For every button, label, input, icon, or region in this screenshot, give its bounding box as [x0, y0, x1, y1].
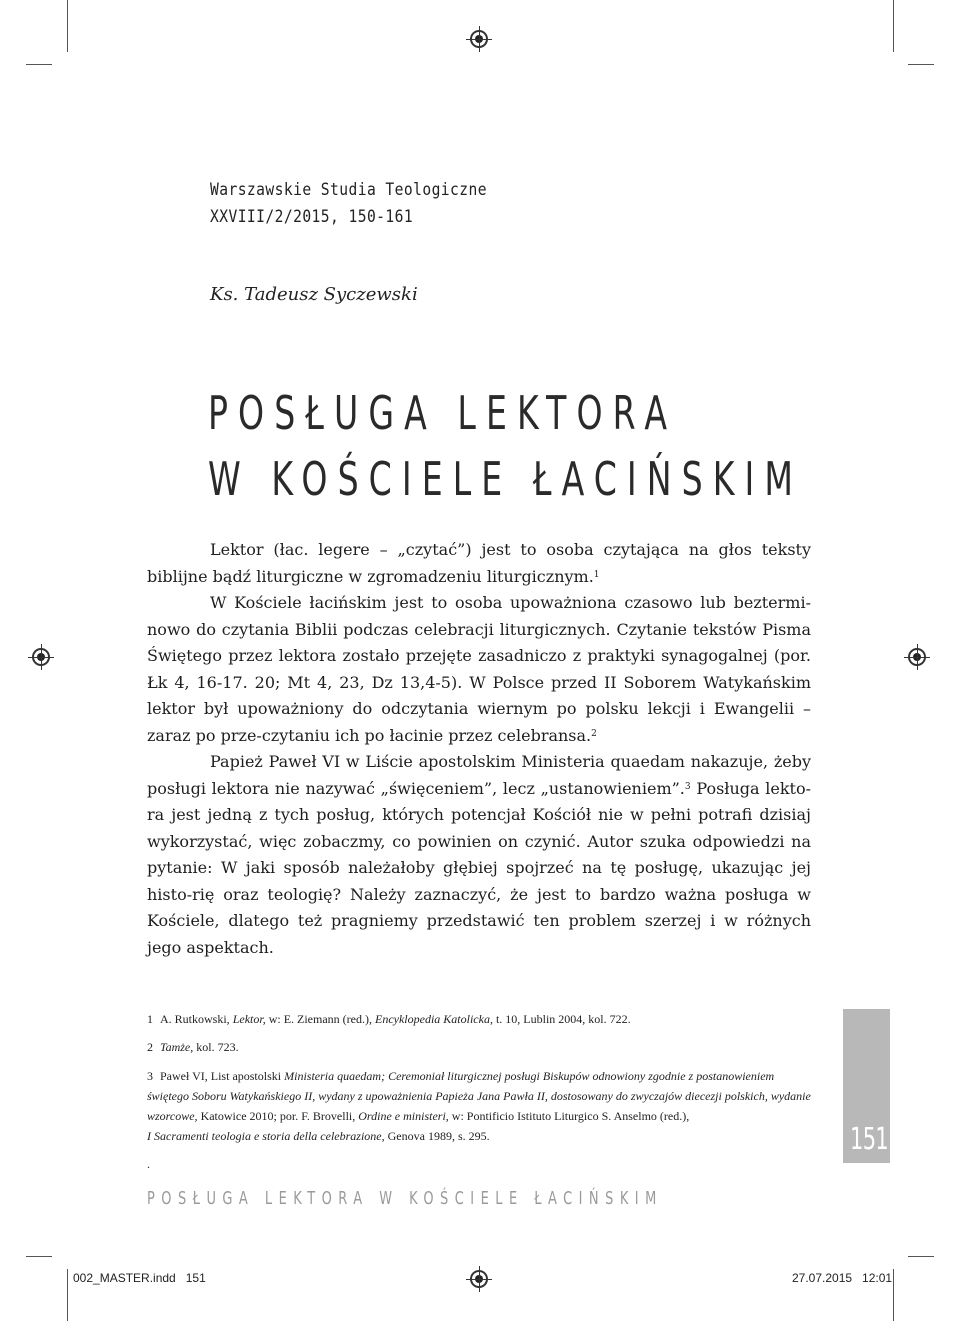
footnote-1: 1 A. Rutkowski, Lektor, w: E. Ziemann (red.), Encyklopedia Katolicka, t. 10, Lublin 2004, kol. 722. — [147, 1012, 631, 1026]
slug-datetime: 27.07.2015 12:01 — [792, 1271, 893, 1285]
footnote-trailing-dot: . — [147, 1157, 150, 1171]
footnote-ref: 3 — [684, 781, 691, 792]
crop-mark — [67, 0, 68, 52]
crop-mark — [893, 0, 894, 52]
crop-mark — [908, 64, 934, 65]
journal-name: Warszawskie Studia Teologiczne — [210, 180, 487, 200]
footnote-2: 2 Tamże, kol. 723. — [147, 1040, 239, 1054]
article-title-line-1: POSŁUGA LEKTORA — [208, 386, 678, 440]
crop-mark — [893, 1269, 894, 1321]
crop-mark — [67, 1269, 68, 1321]
registration-mark-icon — [470, 30, 488, 48]
journal-header — [210, 177, 487, 231]
article-author: Ks. Tadeusz Syczewski — [210, 284, 418, 305]
article-title-line-2: W KOŚCIELE ŁACIŃSKIM — [208, 452, 804, 506]
footnote-3: 3 Paweł VI, List apostolski Ministeria quaedam; Ceremoniał liturgicznej posługi Biskupów odnowiony zgodnie z postanowieniem świętego Soboru Watykańskiego II, wydany z upoważnienia Papieża Jana Pawła II, dostosowany do zwyczajów diecezji polskich, wydanie wzorcowe, Katowice 2010; por. F. Brovelli, Ordine e ministeri, w: Pontificio Istituto Liturgico S. Anselmo (red.), I Sacramenti teologia e storia della celebrazione, Genova 1989, s. 295. — [147, 1069, 811, 1143]
article-body — [147, 537, 811, 961]
crop-mark — [26, 64, 52, 65]
paragraph: Papież Paweł VI w Liście apostolskim Ministeria quaedam nakazuje, żeby posługi lektora nie nazywać „święceniem”, lecz „ustanowieniem”.$^3$ Posługa lekto-ra jest jedną z tych posług, których potencjał Kościół nie w pełni potrafi dzisiaj wykorzystać, więc zobaczmy, co powinien on czynić. Autor szuka odpowiedzi na pytanie: W jaki sposób należałoby głębiej spojrzeć na tę posługę, ukazując jej histo-rię oraz teologię? Należy zaznaczyć, że jest to bardzo ważna posługa w Kościele, dlatego też pragniemy przedstawić ten problem szerzej i w różnych jego aspektach. — [147, 752, 812, 957]
footnote-ref: 1 — [593, 569, 600, 580]
paragraph: W Kościele łacińskim jest to osoba upoważniona czasowo lub beztermi-nowo do czytania Biblii podczas celebracji liturgicznych. Czytanie tekstów Pisma Świętego przez lektora zostało przejęte zasadniczo z praktyki synagogalnej (por. Łk 4, 16-17. 20; Mt 4, 23, Dz 13,4-5). W Polsce przed II Soborem Watykańskim lektor był upoważniony do odczytania wiernym po polsku lekcji i Ewangelii – zaraz po prze-czytaniu ich po łacinie przez celebransa.$^2$ — [147, 593, 811, 745]
footnotes — [147, 1010, 812, 1174]
paragraph: Lektor (łac. legere – „czytać”) jest to osoba czytająca na głos teksty biblijne bądź liturgiczne w zgromadzeniu liturgicznym.$^1$ — [147, 540, 811, 586]
page-number: 151 — [850, 1122, 889, 1157]
registration-mark-icon — [32, 648, 50, 666]
page-number-tab — [843, 1009, 890, 1163]
registration-mark-icon — [470, 1270, 488, 1288]
running-footer: POSŁUGA LEKTORA W KOŚCIELE ŁACIŃSKIM — [147, 1188, 663, 1209]
journal-issue: XXVIII/2/2015, 150-161 — [210, 207, 414, 227]
crop-mark — [908, 1256, 934, 1257]
crop-mark — [26, 1256, 52, 1257]
slug-filename: 002_MASTER.indd 151 — [73, 1271, 206, 1285]
footnote-ref: 2 — [591, 728, 597, 739]
registration-mark-icon — [908, 648, 926, 666]
article-title — [208, 380, 803, 512]
